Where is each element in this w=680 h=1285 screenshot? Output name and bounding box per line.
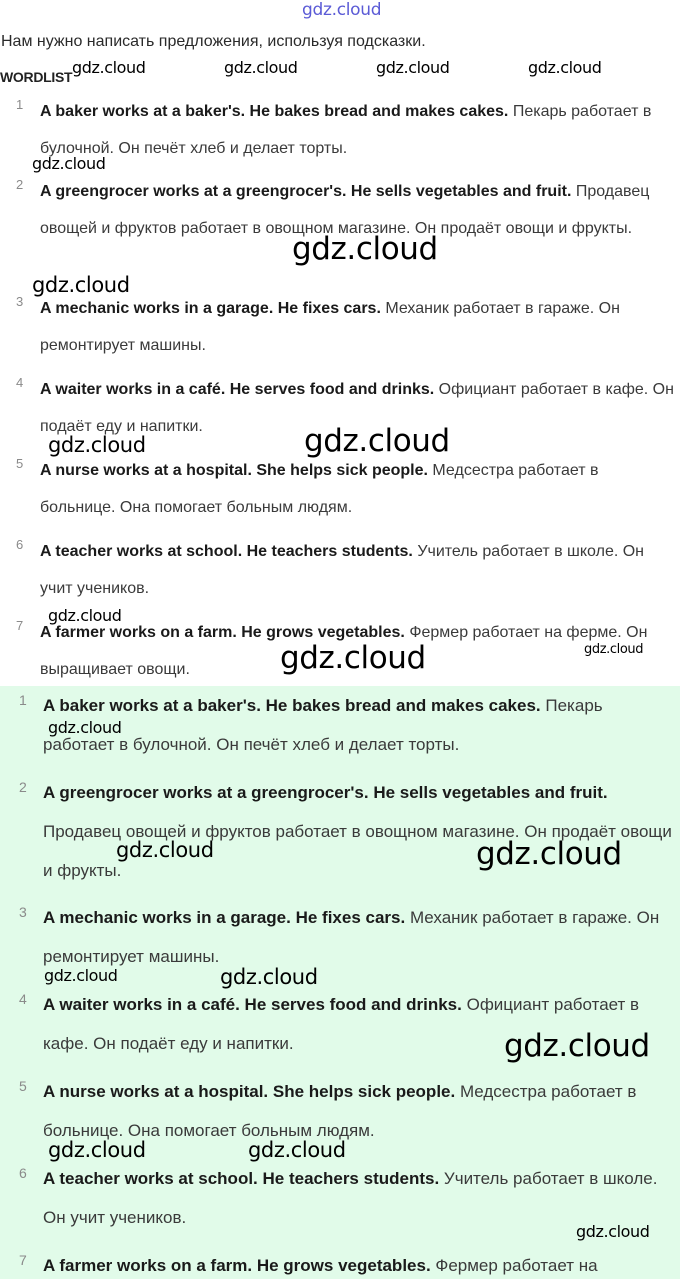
item-russian: Фермер работает на ферме. Он выращивает овощи.: [40, 624, 648, 678]
item-number: 5: [16, 456, 24, 471]
item-english: A baker works at a baker's. He bakes bread and makes cakes.: [40, 103, 509, 120]
site-watermark-top: gdz.cloud: [302, 0, 382, 20]
item-number: 1: [16, 97, 24, 112]
item-russian: Медсестра работает в больнице. Она помогает больным людям.: [43, 1082, 637, 1140]
item-russian: Официант работает в кафе. Он подаёт еду и напитки.: [40, 381, 674, 435]
item-russian: Официант работает в кафе. Он подаёт еду и напитки.: [43, 995, 640, 1053]
item-text: [40, 290, 676, 364]
item-text: [43, 1246, 676, 1285]
watermark: gdz.cloud: [48, 1138, 146, 1162]
item-number: 3: [19, 904, 27, 920]
watermark: gdz.cloud: [248, 1138, 346, 1162]
task-intro: Нам нужно написать предложения, используя подсказки.: [1, 33, 426, 50]
item-english: A baker works at a baker's. He bakes bread and makes cakes.: [43, 696, 541, 715]
watermark: gdz.cloud: [116, 838, 214, 862]
watermark: gdz.cloud: [220, 965, 318, 989]
watermark: gdz.cloud: [528, 58, 602, 77]
item-text: [43, 773, 676, 890]
item-english: A mechanic works in a garage. He fixes cars.: [40, 300, 381, 317]
item-russian: Пекарь работает в булочной. Он печёт хлеб и делает торты.: [43, 696, 603, 754]
watermark: gdz.cloud: [584, 642, 644, 657]
item-text: [40, 93, 676, 167]
item-number: 4: [16, 375, 24, 390]
watermark: gdz.cloud: [280, 640, 426, 676]
item-english: A waiter works in a café. He serves food and drinks.: [43, 995, 462, 1014]
item-number: 6: [19, 1165, 27, 1181]
item-english: A farmer works on a farm. He grows vegetables.: [43, 1256, 431, 1275]
item-english: A nurse works at a hospital. She helps sick people.: [40, 462, 428, 479]
item-russian: Учитель работает в школе. Он учит учеников.: [43, 1169, 658, 1227]
watermark: gdz.cloud: [576, 1222, 650, 1241]
item-english: A greengrocer works at a greengrocer's. He sells vegetables and fruit.: [43, 783, 608, 802]
watermark: gdz.cloud: [72, 58, 146, 77]
item-number: 3: [16, 294, 24, 309]
item-russian: Механик работает в гараже. Он ремонтирует машины.: [40, 300, 620, 354]
item-text: [43, 898, 676, 976]
item-english: A greengrocer works at a greengrocer's. He sells vegetables and fruit.: [40, 183, 572, 200]
item-number: 2: [19, 779, 27, 795]
watermark: gdz.cloud: [32, 154, 106, 173]
item-text: [43, 686, 676, 764]
watermark: gdz.cloud: [376, 58, 450, 77]
item-number: 2: [16, 177, 24, 192]
watermark: gdz.cloud: [48, 606, 122, 625]
item-english: A teacher works at school. He teachers students.: [43, 1169, 440, 1188]
item-number: 6: [16, 537, 24, 552]
watermark: gdz.cloud: [48, 433, 146, 457]
item-russian: Фермер работает на: [435, 1256, 598, 1275]
watermark: gdz.cloud: [32, 273, 130, 297]
item-russian: Медсестра работает в больнице. Она помогает больным людям.: [40, 462, 599, 516]
item-text: [40, 452, 676, 526]
watermark: gdz.cloud: [304, 423, 450, 459]
item-number: 7: [16, 618, 24, 633]
item-russian: Продавец овощей и фруктов работает в овощном магазине. Он продаёт овощи и фрукты.: [43, 822, 672, 880]
item-number: 1: [19, 692, 27, 708]
watermark: gdz.cloud: [48, 718, 122, 737]
wordlist-heading: WORDLIST: [0, 69, 73, 85]
item-number: 5: [19, 1078, 27, 1094]
watermark: gdz.cloud: [44, 966, 118, 985]
item-english: A nurse works at a hospital. She helps sick people.: [43, 1082, 456, 1101]
watermark: gdz.cloud: [224, 58, 298, 77]
item-russian: Учитель работает в школе. Он учит учеников.: [40, 543, 645, 597]
item-english: A teacher works at school. He teachers students.: [40, 543, 413, 560]
item-english: A farmer works on a farm. He grows vegetables.: [40, 624, 405, 641]
item-russian: Механик работает в гараже. Он ремонтирует машины.: [43, 908, 660, 966]
watermark: gdz.cloud: [292, 231, 438, 267]
item-english: A waiter works in a café. He serves food and drinks.: [40, 381, 435, 398]
watermark: gdz.cloud: [504, 1028, 650, 1064]
item-number: 4: [19, 991, 27, 1007]
item-english: A mechanic works in a garage. He fixes cars.: [43, 908, 406, 927]
item-russian: Пекарь работает в булочной. Он печёт хлеб и делает торты.: [40, 103, 652, 157]
item-text: [40, 533, 676, 607]
item-number: 7: [19, 1252, 27, 1268]
watermark: gdz.cloud: [476, 836, 622, 872]
item-russian: Продавец овощей и фруктов работает в овощном магазине. Он продаёт овощи и фрукты.: [40, 183, 650, 237]
